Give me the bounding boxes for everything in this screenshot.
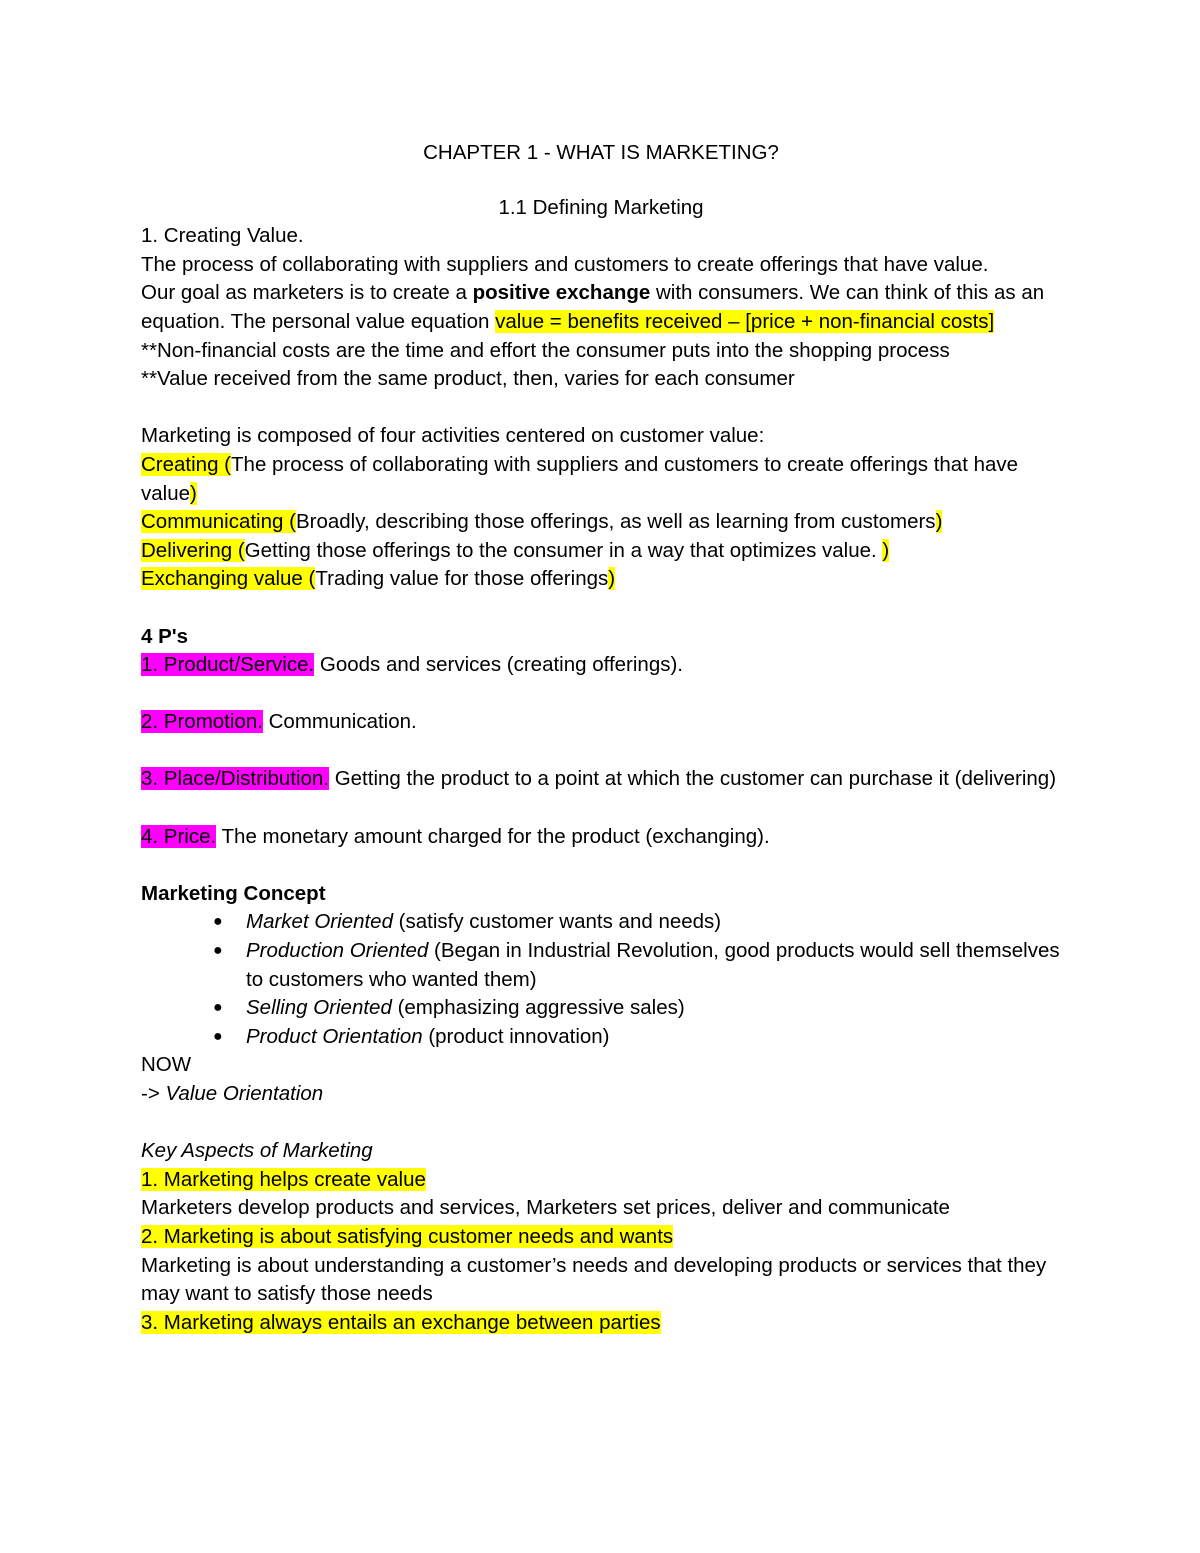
key-aspect-title: 1. Marketing helps create value	[141, 1167, 426, 1191]
document-page	[141, 139, 1061, 1337]
key-aspect-1-text: Marketers develop products and services, Marketers set prices, deliver and communicate	[141, 1196, 950, 1220]
concept-desc: (Began in Industrial Revolution, good products would sell themselves to customers who wanted them)	[246, 939, 1060, 991]
marketing-concept-list	[141, 908, 1061, 1051]
positive-exchange-bold: positive exchange	[472, 281, 651, 305]
four-ps-label: 2. Promotion.	[141, 710, 263, 734]
concept-desc: (product innovation)	[422, 1024, 610, 1048]
activities-intro: Marketing is composed of four activities centered on customer value:	[141, 424, 765, 448]
four-ps-heading-text: 4 P's	[141, 624, 189, 648]
spacer	[141, 851, 1061, 880]
spacer	[141, 794, 1061, 823]
four-ps-text: The monetary amount charged for the product (exchanging).	[216, 824, 770, 848]
activity-label: Communicating (	[141, 510, 296, 534]
four-ps-promotion	[141, 708, 1061, 737]
section-title: 1.1 Defining Marketing	[498, 195, 704, 219]
activity-exchanging	[141, 565, 1061, 594]
list-item	[213, 908, 1061, 937]
spacer	[141, 680, 1061, 709]
four-ps-text: Communication.	[262, 710, 417, 734]
four-ps-text: Getting the product to a point at which the customer can purchase it (delivering)	[329, 767, 1057, 791]
activity-text: Getting those offerings to the consumer in a way that optimizes value.	[244, 538, 883, 562]
arrow-text: ->	[141, 1082, 166, 1105]
concept-desc: (emphasizing aggressive sales)	[391, 996, 685, 1020]
bullet-icon: ●	[213, 942, 223, 960]
activity-close: )	[608, 567, 616, 591]
four-ps-price	[141, 823, 1061, 852]
spacer	[141, 594, 1061, 623]
key-aspect-2-title	[141, 1223, 1061, 1252]
paragraph-text: with consumers. We can think of this as an equation. The personal value equation	[141, 281, 1045, 333]
spacer	[141, 737, 1061, 766]
spacer	[141, 168, 1061, 194]
value-equation-highlight: value = benefits received – [price + non-financial costs]	[495, 309, 995, 333]
concept-term: Product Orientation	[246, 1024, 423, 1048]
activity-close: )	[190, 481, 197, 505]
value-orientation-text: Value Orientation	[165, 1082, 324, 1105]
concept-term: Market Oriented	[246, 910, 393, 934]
key-aspects-heading-text: Key Aspects of Marketing	[141, 1139, 373, 1163]
four-ps-text: Goods and services (creating offerings).	[314, 653, 684, 677]
list-item	[213, 937, 1061, 994]
spacer	[141, 1109, 1061, 1138]
key-aspect-3-title	[141, 1309, 1061, 1338]
activity-text: Trading value for those offerings	[315, 567, 609, 591]
value-orientation-line	[141, 1080, 1061, 1109]
activity-close: )	[935, 510, 943, 534]
marketing-concept-heading-text: Marketing Concept	[141, 881, 326, 905]
key-aspect-title: 2. Marketing is about satisfying customer needs and wants	[141, 1224, 674, 1248]
activity-label: Delivering (	[141, 538, 245, 562]
key-aspect-title: 3. Marketing always entails an exchange between parties	[141, 1310, 661, 1334]
activity-label: Exchanging value (	[141, 567, 316, 591]
list-item	[213, 1023, 1061, 1052]
four-ps-place	[141, 765, 1061, 794]
note-non-financial-costs: **Non-financial costs are the time and effort the consumer puts into the shopping process	[141, 338, 950, 362]
activity-text: Broadly, describing those offerings, as well as learning from customers	[295, 510, 936, 534]
key-aspects-heading	[141, 1137, 1061, 1166]
activity-communicating	[141, 508, 1061, 537]
four-ps-product	[141, 651, 1061, 680]
four-ps-label: 1. Product/Service.	[141, 653, 315, 677]
key-aspect-2-text: Marketing is about understanding a customer’s needs and developing products or services that they may want to satisfy those needs	[141, 1253, 1047, 1306]
bullet-icon: ●	[213, 1027, 223, 1045]
bullet-icon: ●	[213, 999, 223, 1017]
activity-close: )	[882, 538, 890, 562]
activity-text: The process of collaborating with suppliers and customers to create offerings that have value	[141, 452, 1019, 505]
marketing-concept-heading	[141, 880, 1061, 909]
paragraph-text: Our goal as marketers is to create a	[141, 281, 473, 305]
list-item	[213, 994, 1061, 1023]
key-aspect-1-title	[141, 1166, 1061, 1195]
four-ps-heading	[141, 623, 1061, 652]
activity-creating	[141, 451, 1061, 508]
note-value-received: **Value received from the same product, then, varies for each consumer	[141, 367, 795, 391]
four-ps-label: 4. Price.	[141, 824, 217, 848]
spacer	[141, 394, 1061, 423]
creating-value-paragraph-2	[141, 279, 1061, 336]
bullet-icon: ●	[213, 913, 223, 931]
creating-value-paragraph-1: The process of collaborating with suppliers and customers to create offerings that have value.	[141, 252, 989, 276]
activity-label: Creating (	[141, 452, 232, 476]
creating-value-heading: 1. Creating Value.	[141, 224, 304, 248]
concept-desc: (satisfy customer wants and needs)	[392, 910, 722, 934]
concept-term: Production Oriented	[246, 939, 429, 963]
activity-delivering	[141, 537, 1061, 566]
concept-term: Selling Oriented	[246, 996, 392, 1020]
chapter-title: CHAPTER 1 - WHAT IS MARKETING?	[423, 141, 779, 164]
four-ps-label: 3. Place/Distribution.	[141, 767, 330, 791]
now-label: NOW	[141, 1053, 192, 1077]
